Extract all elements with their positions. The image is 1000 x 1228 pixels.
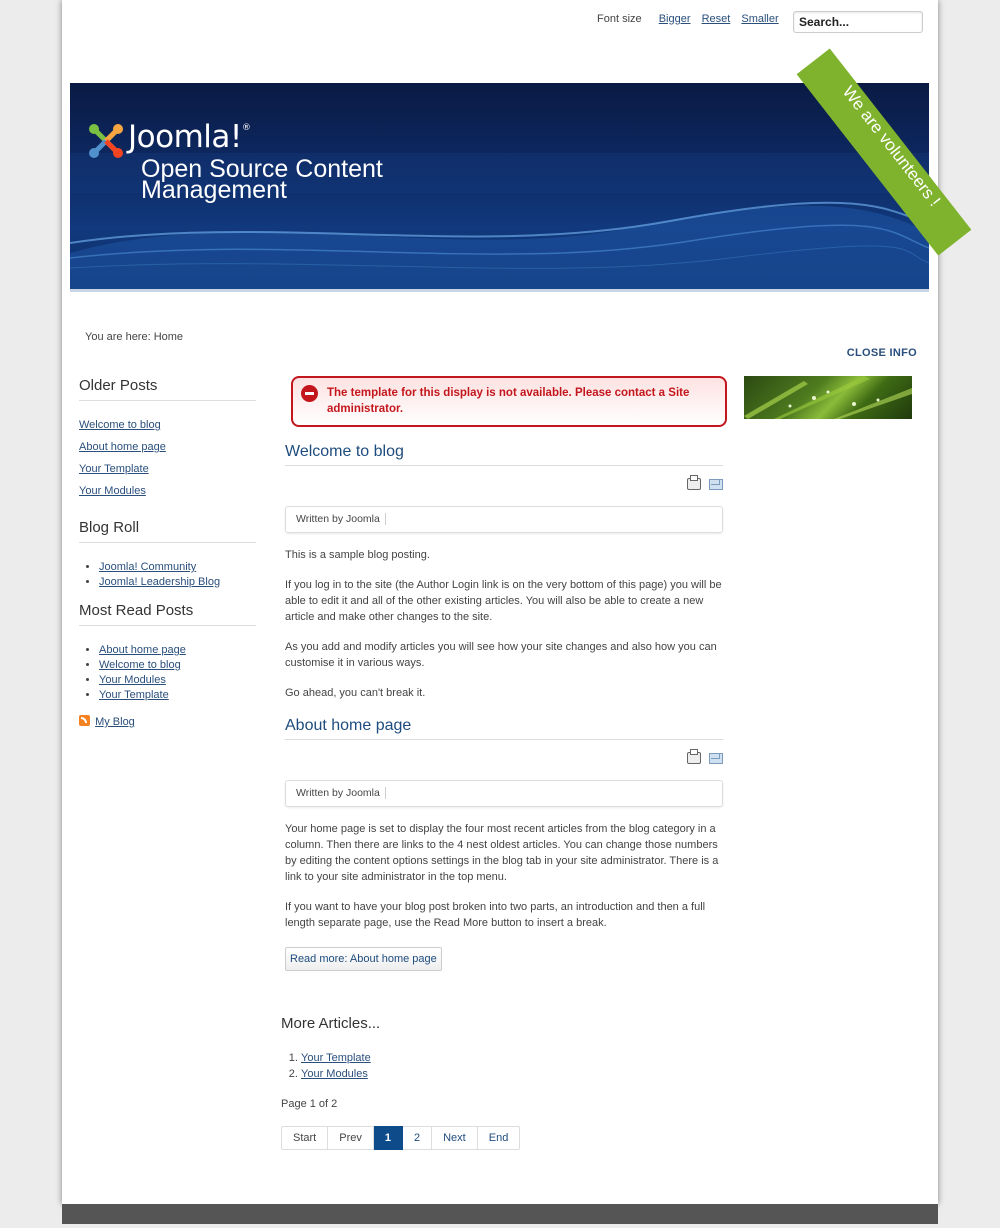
main-content	[281, 376, 723, 1150]
older-post-link[interactable]: Your Template	[79, 463, 149, 475]
font-bigger-link[interactable]: Bigger	[658, 13, 691, 25]
most-read-title: Most Read Posts	[79, 602, 256, 626]
font-size-controls	[597, 13, 779, 25]
volunteer-ribbon-text: We are volunteers !	[797, 48, 972, 255]
pagination-end[interactable]: End	[478, 1126, 521, 1150]
article-title: Welcome to blog	[285, 443, 723, 466]
site-slogan: Open Source Content Management	[141, 155, 383, 204]
older-posts-list	[79, 419, 256, 497]
print-icon[interactable]	[687, 752, 701, 764]
list-item	[301, 1050, 723, 1066]
most-read-link[interactable]: Welcome to blog	[99, 659, 181, 671]
article-paragraph: If you log in to the site (the Author Login link is on the very bottom of this page) you will be able to edit it and all of the other existing articles. You will also be able to create a new article and make other changes to the site.	[285, 579, 722, 623]
close-info-button[interactable]: CLOSE INFO	[846, 347, 917, 359]
feed-link-block	[79, 715, 256, 728]
my-blog-feed-link[interactable]: My Blog	[95, 716, 135, 728]
joomla-logo-icon	[86, 121, 126, 161]
breadcrumb: You are here: Home	[85, 331, 184, 343]
email-icon[interactable]	[709, 479, 723, 490]
list-item	[99, 576, 256, 588]
pagination	[281, 1126, 723, 1150]
footer-bar	[62, 1204, 938, 1224]
volunteer-ribbon	[779, 82, 945, 243]
more-articles	[281, 1015, 723, 1082]
grass-dew-graphic	[744, 376, 912, 419]
article-welcome	[285, 443, 723, 701]
article-paragraph: If you want to have your blog post broken into two parts, an introduction and then a full length separate page, use the Read More button to insert a break.	[285, 901, 706, 929]
stop-icon	[301, 385, 318, 402]
error-message-box	[291, 376, 727, 427]
pagination-page-1: 1	[374, 1126, 403, 1150]
article-body	[285, 821, 723, 931]
print-icon[interactable]	[687, 478, 701, 490]
pagination-prev: Prev	[328, 1126, 374, 1150]
article-paragraph: Go ahead, you can't break it.	[285, 687, 426, 699]
email-icon[interactable]	[709, 753, 723, 764]
blog-roll-link[interactable]: Joomla! Leadership Blog	[99, 576, 221, 588]
list-item	[301, 1066, 723, 1082]
most-read-list	[79, 644, 256, 701]
blog-roll-title: Blog Roll	[79, 519, 256, 543]
read-more-button[interactable]: Read more: About home page	[285, 947, 442, 971]
older-post-link[interactable]: About home page	[79, 441, 166, 453]
font-smaller-link[interactable]: Smaller	[741, 13, 779, 25]
error-message-text: The template for this display is not available. Please contact a Site administrator.	[327, 387, 690, 415]
list-item	[99, 644, 256, 656]
older-posts-title: Older Posts	[79, 377, 256, 401]
article-about-home	[285, 717, 723, 971]
pagination-page-2[interactable]: 2	[403, 1126, 432, 1150]
article-title: About home page	[285, 717, 723, 740]
article-body	[285, 547, 723, 701]
font-reset-link[interactable]: Reset	[701, 13, 731, 25]
grass-photo	[744, 376, 912, 419]
article-author: Written by Joomla	[296, 513, 386, 525]
article-paragraph: As you add and modify articles you will see how your site changes and also how you can customise it in various ways.	[285, 641, 717, 669]
list-item	[99, 674, 256, 686]
article-paragraph: Your home page is set to display the four most recent articles from the blog category in a column. Then there are links to the 4 nest oldest articles. You can change those numbers by editing the content options settings in the blog tab in your site administrator. There is a link to your site administrator in the top menu.	[285, 823, 719, 883]
article-meta	[285, 506, 723, 533]
most-read-link[interactable]: Your Template	[99, 689, 169, 701]
article-meta	[285, 780, 723, 807]
most-read-link[interactable]: Your Modules	[99, 674, 166, 686]
article-tools	[285, 478, 723, 492]
left-sidebar	[79, 377, 256, 728]
pagination-start: Start	[281, 1126, 328, 1150]
rss-feed-icon	[79, 715, 90, 726]
font-size-label: Font size	[597, 13, 642, 25]
pagination-next[interactable]: Next	[432, 1126, 478, 1150]
page-counter: Page 1 of 2	[281, 1098, 338, 1110]
page-container	[62, 0, 945, 1204]
site-header-banner	[70, 82, 945, 292]
older-post-link[interactable]: Welcome to blog	[79, 419, 161, 431]
article-tools	[285, 752, 723, 766]
more-article-link[interactable]: Your Template	[301, 1052, 371, 1064]
blog-roll-link[interactable]: Joomla! Community	[99, 561, 197, 573]
list-item	[99, 561, 256, 573]
article-paragraph: This is a sample blog posting.	[285, 549, 430, 561]
list-item	[99, 659, 256, 671]
more-article-link[interactable]: Your Modules	[301, 1068, 368, 1080]
older-post-link[interactable]: Your Modules	[79, 485, 146, 497]
logo-wordmark: Joomla!®	[128, 119, 251, 155]
blog-roll-list	[79, 561, 256, 588]
more-articles-title: More Articles...	[281, 1015, 381, 1032]
search-input[interactable]	[793, 11, 923, 33]
most-read-link[interactable]: About home page	[99, 644, 186, 656]
more-articles-list	[281, 1050, 723, 1082]
article-author: Written by Joomla	[296, 787, 386, 799]
list-item	[99, 689, 256, 701]
